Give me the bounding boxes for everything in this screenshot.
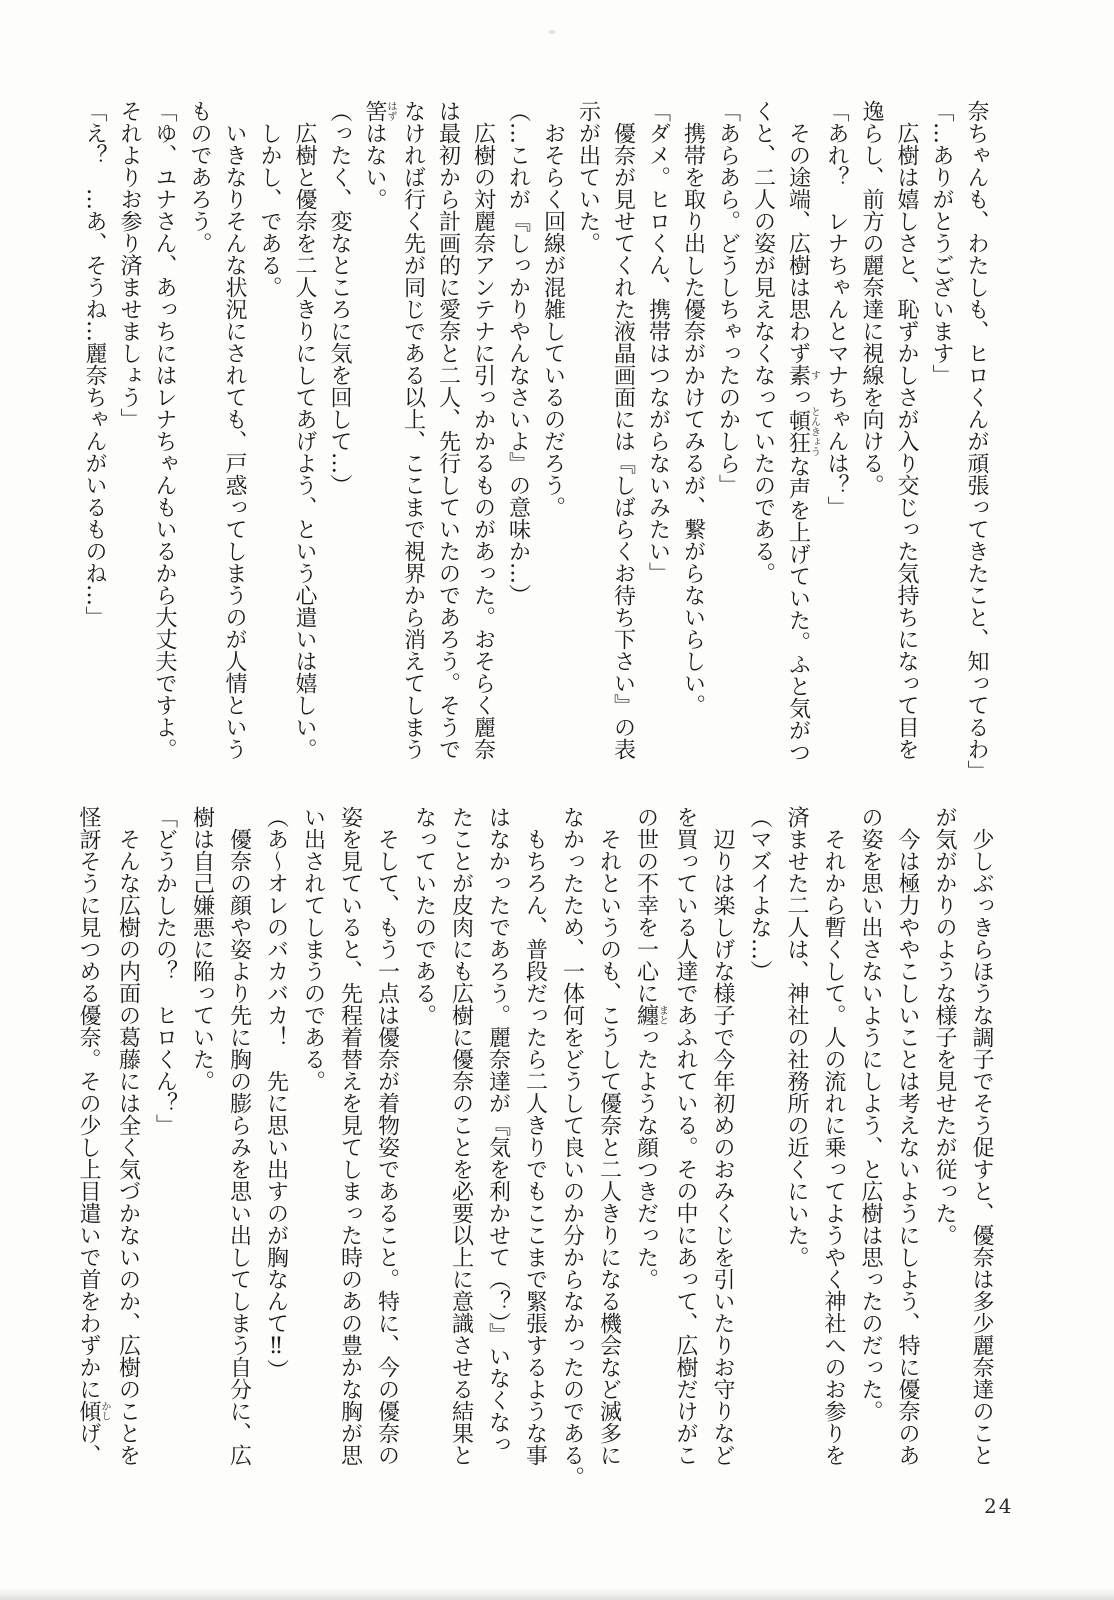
text-line: いきなりそんな状況にされても、戸惑ってしまうのが人情という: [222, 100, 247, 760]
text-line: 怪訝そうに見つめる優奈。その少し上目遣いで首をわずかに傾かしげ、: [76, 806, 110, 1466]
text-line: い出されてしまうのである。: [300, 806, 326, 1092]
text-line: 携帯を取り出した優奈がかけてみるが、繋がらないらしい。: [680, 100, 706, 716]
text-line: なかったため、一体何をどうして良いのか分からなかったのである。: [559, 806, 585, 1488]
text-line: 逸らし、前方の麗奈達に視線を向ける。: [859, 100, 884, 496]
text-line: が気がかりのような様子を見せたが従った。: [932, 806, 957, 1246]
text-line: その途端、広樹は思わず素すっ頓狂とんきょうな声を上げていた。ふと気がつ: [785, 100, 820, 763]
text-line: それから暫くして。人の流れに乗ってようやく神社へのお参りを: [821, 806, 846, 1466]
text-line: 済ませた二人は、神社の社務所の近くにいた。: [784, 806, 809, 1268]
text-line: しかし、である。: [257, 100, 282, 298]
text-line: 筈はずはない。: [362, 100, 396, 210]
text-line: もちろん、普段だったら二人きりでもここまで緊張するような事: [522, 806, 548, 1466]
text-line: の世の不幸を一心に纏まとったような顔つきだった。: [633, 806, 668, 1290]
text-line: くと、二人の姿が見えなくなっていたのである。: [750, 100, 776, 584]
text-line: 樹は自己嫌悪に陥っていた。: [189, 806, 215, 1092]
text-line: 優奈の顔や姿より先に胸の膨らみを思い出してしまう自分に、広: [226, 806, 252, 1466]
text-line: 「ダメ。ヒロくん、携帯はつながらないみたい」: [645, 100, 671, 584]
text-line: の姿を思い出さないようにしよう、と広樹は思ったのだった。: [858, 806, 883, 1422]
text-line: それというのも、こうして優奈と二人きりになる機会など滅多に: [596, 806, 622, 1466]
furigana-ruby: 傾かし: [76, 1400, 110, 1422]
text-line: （マズイよな…）: [747, 806, 772, 982]
text-line: そして、もう一点は優奈が着物姿であること。特に、今の優奈の: [374, 806, 400, 1466]
text-line: （…これが『しっかりやんなさいよ』の意味か…）: [505, 100, 531, 606]
text-line: そんな広樹の内面の葛藤には全く気づかないのか、広樹のことを: [115, 806, 141, 1466]
text-line: 優奈が見せてくれた液晶画面には『しばらくお待ち下さい』の表: [610, 100, 636, 760]
text-line: 「あらあら。どうしちゃったのかしら」: [715, 100, 741, 496]
text-line: 奈ちゃんも、わたしも、ヒロくんが頑張ってきたこと、知ってるわ」: [964, 100, 989, 782]
scan-speck-artifact: [548, 30, 556, 34]
text-line: 広樹と優奈を二人きりにしてあげよう、という心遣いは嬉しい。: [292, 100, 317, 760]
text-block-bottom: [70, 806, 1000, 1506]
text-line: 「…ありがとうございます」: [929, 100, 954, 386]
text-line: 広樹の対麗奈アンテナに引っかかるものがあった。おそらく麗奈: [470, 100, 496, 760]
text-line: （ったく、変なところに気を回して…）: [327, 100, 352, 496]
furigana-ruby: 素す: [785, 364, 820, 386]
text-line: 「え？ …あ、そうね…麗奈ちゃんがいるものね…」: [82, 100, 107, 628]
text-line: 姿を見ていると、先程着替えを見てしまった時のあの豊かな胸が思: [337, 806, 363, 1466]
text-line: 少しぶっきらほうな調子でそう促すと、優奈は多少麗奈達のこと: [969, 806, 994, 1466]
text-line: 示が出ていた。: [575, 100, 601, 254]
text-line: たことが皮肉にも広樹に優奈のことを必要以上に意識させる結果と: [448, 806, 474, 1466]
text-line: 今は極力ややこしいことは考えないようにしよう、特に優奈のあ: [895, 806, 920, 1466]
text-line: 「どうかしたの？ ヒロくん？」: [152, 806, 178, 1136]
text-line: は最初から計画的に愛奈と二人、先行していたのであろう。そうで: [435, 100, 461, 760]
text-line: 「あれ？ レナちゃんとマナちゃんは？」: [824, 100, 849, 518]
page-number: 24: [984, 1494, 1014, 1518]
scan-edge-artifact: [0, 1587, 1114, 1600]
text-line: なければ行く先が同じである以上、ここまで視界から消えてしまう: [400, 100, 426, 760]
text-line: ものであろう。: [187, 100, 212, 254]
furigana-ruby: 筈はず: [362, 100, 396, 122]
text-line: （あ〜オレのバカバカ！ 先に思い出すのが胸なんて‼）: [263, 806, 289, 1381]
text-line: 広樹は嬉しさと、恥ずかしさが入り交じった気持ちになって目を: [894, 100, 919, 760]
text-line: はなかったであろう。麗奈達が『気を利かせて（？）』いなくなっ: [485, 806, 511, 1455]
text-block-top: [77, 100, 994, 800]
furigana-ruby: 纏まと: [633, 1004, 668, 1026]
text-line: それよりお参り済ませましょう」: [117, 100, 142, 430]
furigana-ruby: 頓狂とんきょう: [785, 406, 820, 457]
text-line: なっていたのである。: [411, 806, 437, 1026]
text-line: 「ゆ、ユナさん、あっちにはレナちゃんもいるから大丈夫ですよ。: [152, 100, 177, 760]
text-line: を買っている人達であふれている。その中にあって、広樹だけがこ: [673, 806, 698, 1466]
text-line: おそらく回線が混雑しているのだろう。: [540, 100, 566, 518]
text-line: 辺りは楽しげな様子で今年初めのおみくじを引いたりお守りなど: [710, 806, 735, 1466]
